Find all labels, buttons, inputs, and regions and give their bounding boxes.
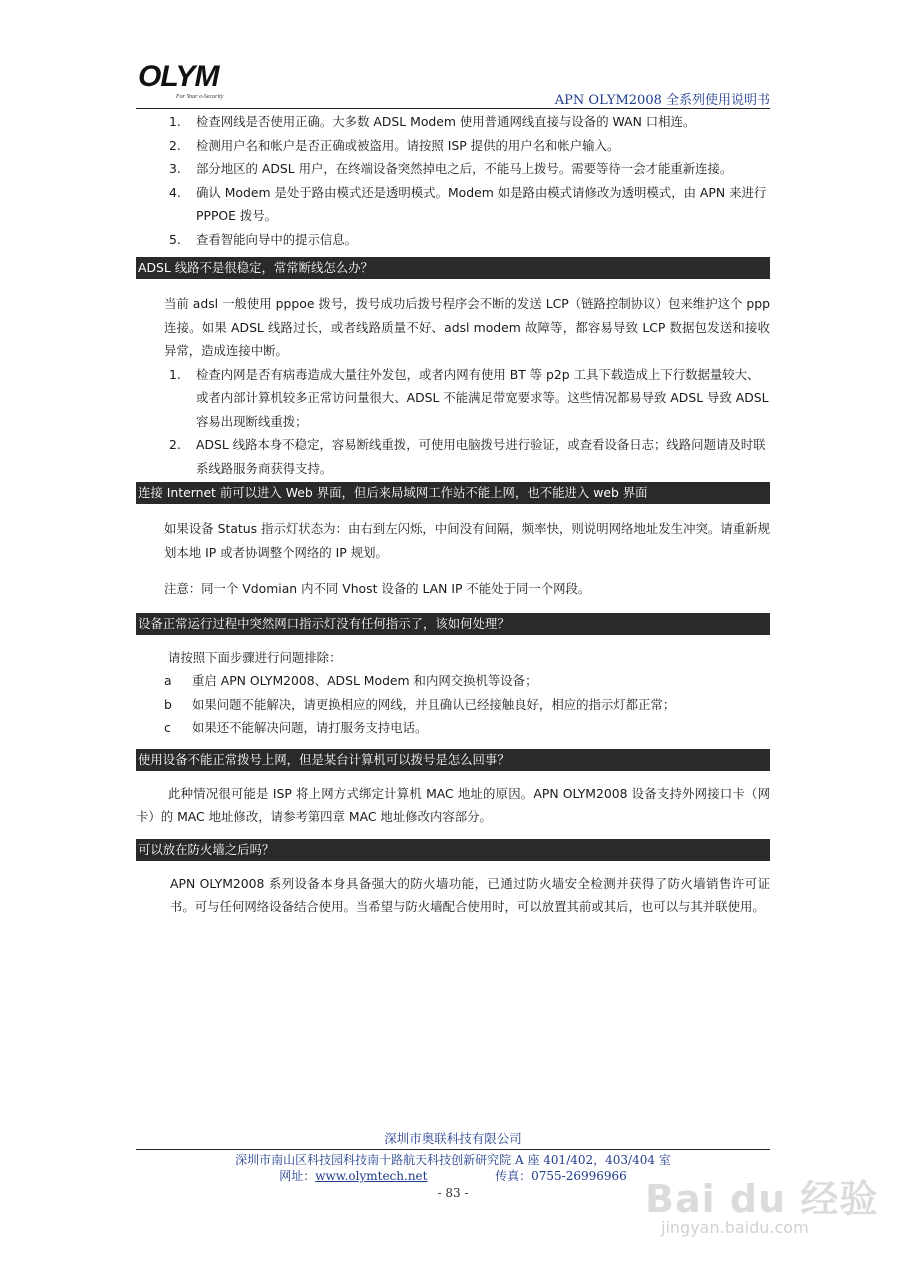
list-item: 1. 检查网线是否使用正确。大多数 ADSL Modem 使用普通网线直接与设备的 WAN 口相连。 xyxy=(169,114,696,129)
footer-address: 深圳市南山区科技园科技南十路航天科技创新研究院 A 座 401/402，403/404 室 xyxy=(235,1153,671,1167)
section-paragraph: 如果设备 Status 指示灯状态为：由右到左闪烁，中间没有间隔，频率快，则说明网络地址发生冲突。请重新规划本地 IP 或者协调整个网络的 IP 规划。 xyxy=(164,521,770,560)
page-number: - 83 - xyxy=(437,1186,469,1200)
website-label: 网址： xyxy=(279,1169,316,1183)
list-item: a 重启 APN OLYM2008、ADSL Modem 和内网交换机等设备； xyxy=(164,673,538,688)
page-content xyxy=(136,110,770,919)
list-item: 1. 检查内网是否有病毒造成大量往外发包，或者内网有使用 BT 等 p2p 工具下载造成上下行数据量较大、或者内部计算机较多正常访问量很大、ADSL 不能满足带宽要求等。这些情况都易导致 ADSL 导致 ADSL 容易出现断线重拨； xyxy=(169,366,769,429)
section-heading-adsl-unstable: ADSL 线路不是很稳定，常常断线怎么办？ xyxy=(136,257,770,279)
section-paragraph: 此种情况很可能是 ISP 将上网方式绑定计算机 MAC 地址的原因。APN OLYM2008 设备支持外网接口卡（网卡）的 MAC 地址修改，请参考第四章 MAC 地址修改内容部分。 xyxy=(136,785,770,824)
footer-divider xyxy=(136,1149,770,1150)
section-paragraph: 当前 adsl 一般使用 pppoe 拨号，拨号成功后拨号程序会不断的发送 LCP（链路控制协议）包来维护这个 ppp 连接。如果 ADSL 线路过长，或者线路质量不好、adsl modem 故障等，都容易导致 LCP 数据包发送和接收异常，造成连接中断。 xyxy=(164,296,770,358)
watermark-logo: Bai du 经验 xyxy=(645,1177,879,1221)
document-title: APN OLYM2008 全系列使用说明书 xyxy=(554,93,770,108)
logo-tagline: For Your e-Security xyxy=(176,94,224,100)
watermark-url: jingyan.baidu.com xyxy=(661,1218,809,1237)
list-item: c 如果还不能解决问题，请打服务支持电话。 xyxy=(164,720,428,735)
top-list xyxy=(136,110,770,251)
section-heading-port-light: 设备正常运行过程中突然网口指示灯没有任何指示了，该如何处理？ xyxy=(136,613,770,635)
company-logo xyxy=(138,62,238,104)
section-heading-firewall: 可以放在防火墙之后吗？ xyxy=(136,839,770,861)
website-link[interactable]: www.olymtech.net xyxy=(315,1169,428,1183)
section-note: 注意：同一个 Vdomian 内不同 Vhost 设备的 LAN IP 不能处于同一个网段。 xyxy=(164,581,591,596)
baidu-watermark xyxy=(645,1168,879,1248)
fax-number: 0755-26996966 xyxy=(531,1169,627,1183)
fax-label: 传真： xyxy=(495,1169,532,1183)
list-item: 2. 检测用户名和帐户是否正确或被盗用。请按照 ISP 提供的用户名和帐户输入。 xyxy=(169,137,620,153)
section-paragraph: 请按照下面步骤进行问题排除： xyxy=(168,649,342,665)
footer-company: 深圳市奥联科技有限公司 xyxy=(384,1131,522,1146)
header-divider xyxy=(136,108,770,109)
section-heading-dialup: 使用设备不能正常拨号上网，但是某台计算机可以拨号是怎么回事？ xyxy=(136,749,770,771)
section-paragraph: APN OLYM2008 系列设备本身具备强大的防火墙功能，已通过防火墙安全检测并获得了防火墙销售许可证书。可与任何网络设备结合使用。当希望与防火墙配合使用时，可以放置其前或其后，也可以与其并联使用。 xyxy=(170,875,770,914)
section-heading-web-access: 连接 Internet 前可以进入 Web 界面，但后来局域网工作站不能上网，也不能进入 web 界面 xyxy=(136,482,770,504)
list-item: b 如果问题不能解决，请更换相应的网线，并且确认已经接触良好，相应的指示灯都正常； xyxy=(164,696,676,712)
list-item: 4. 确认 Modem 是处于路由模式还是透明模式。Modem 如是路由模式请修改为透明模式，由 APN 来进行 PPPOE 拨号。 xyxy=(169,184,767,223)
list-item: 5. 查看智能向导中的提示信息。 xyxy=(169,231,358,247)
logo-text: OLYM xyxy=(138,60,219,93)
list-item: 2. ADSL 线路本身不稳定，容易断线重拨，可使用电脑拨号进行验证，或查看设备日志；线路问题请及时联系线路服务商获得支持。 xyxy=(169,437,766,476)
list-item: 3. 部分地区的 ADSL 用户，在终端设备突然掉电之后，不能马上拨号。需要等待一会才能重新连接。 xyxy=(169,161,733,176)
